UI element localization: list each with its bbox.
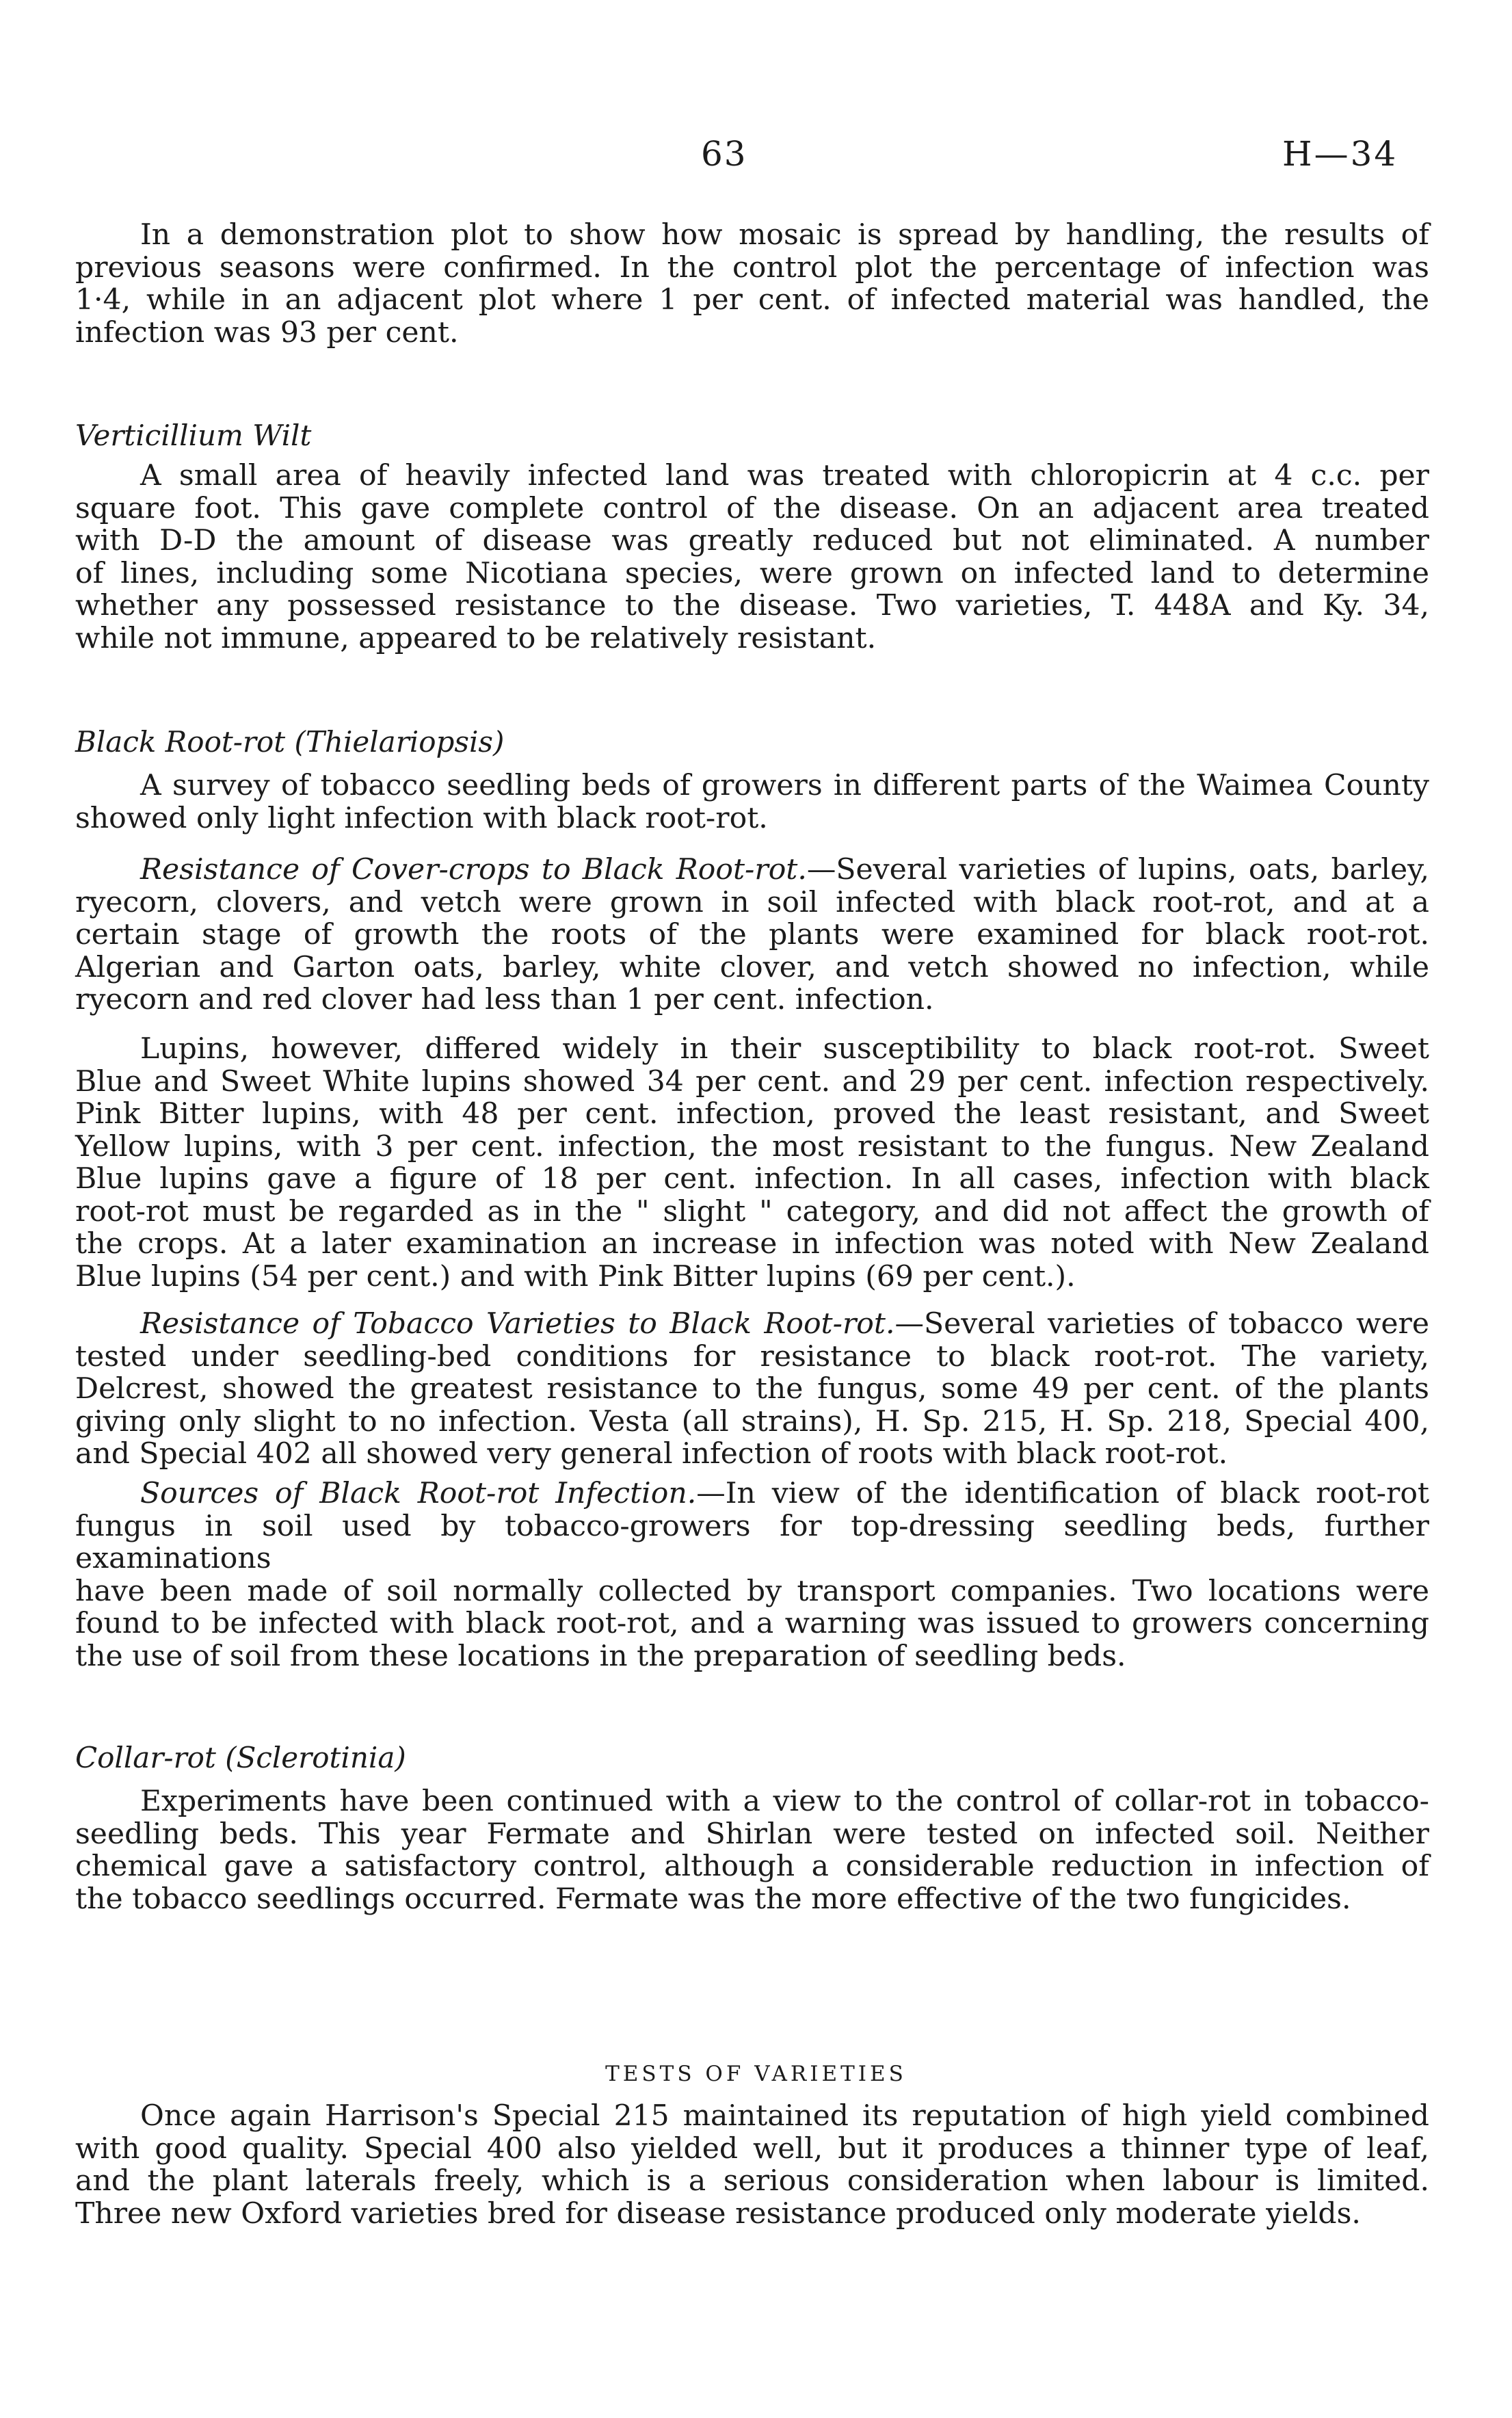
text-line: certain stage of growth the roots of the plants were examined for black root-rot.: [75, 918, 1429, 951]
text-line: 1·4, while in an adjacent plot where 1 per cent. of infected material was handled, the: [75, 283, 1429, 317]
text-line: tested under seedling-bed conditions for resistance to black root-rot. The variety,: [75, 1339, 1429, 1374]
text-line: [75, 854, 1429, 886]
text-line: [75, 1308, 1429, 1341]
text-line: with good quality. Special 400 also yielded well, but it produces a thinner type of leaf,: [75, 2131, 1429, 2166]
text-line: A survey of tobacco seedling beds of growers in different parts of the Waimea County: [140, 769, 1429, 802]
page-number: 63: [701, 134, 747, 174]
section-heading-black-root-rot: Black Root-rot (Thielariopsis): [75, 725, 505, 759]
text-line: A small area of heavily infected land was treated with chloropicrin at 4 c.c. per: [140, 459, 1429, 492]
collar-rot-paragraph: [75, 1785, 1429, 1915]
text-line: and Special 402 all showed very general infection of roots with black root-rot.: [75, 1437, 1228, 1471]
text-line: fungus in soil used by tobacco-growers for top-dressing seedling beds, further examinations: [75, 1509, 1429, 1575]
text-line: Lupins, however, differed widely in their susceptibility to black root-rot. Sweet: [140, 1032, 1429, 1066]
section-heading-tests-of-varieties: TESTS OF VARIETIES: [605, 2062, 907, 2086]
text-line: Delcrest, showed the greatest resistance to the fungus, some 49 per cent. of the plants: [75, 1372, 1429, 1406]
verticillium-paragraph: [75, 460, 1429, 655]
text-line: previous seasons were confirmed. In the control plot the percentage of infection was: [75, 250, 1429, 285]
text-line: giving only slight to no infection. Vesta (all strains), H. Sp. 215, H. Sp. 218, Special 400,: [75, 1404, 1429, 1438]
text-line: Once again Harrison's Special 215 maintained its reputation of high yield combined: [140, 2099, 1429, 2133]
text-line: Yellow lupins, with 3 per cent. infection, the most resistant to the fungus. New Zealand: [75, 1129, 1429, 1164]
text-line: the use of soil from these locations in the preparation of seedling beds.: [75, 1639, 1126, 1673]
text-line: Blue lupins (54 per cent.) and with Pink Bitter lupins (69 per cent.).: [75, 1259, 1076, 1293]
tests-of-varieties-paragraph: [75, 2100, 1429, 2230]
text-line: Algerian and Garton oats, barley, white clover, and vetch showed no infection, while: [75, 950, 1429, 984]
text-line: found to be infected with black root-rot, and a warning was issued to growers concerning: [75, 1607, 1429, 1640]
black-root-rot-survey: [75, 770, 1429, 835]
text-line: square foot. This gave complete control of the disease. On an adjacent area treated: [75, 491, 1429, 525]
text-line: infection was 93 per cent.: [75, 315, 459, 350]
subsection-title: Sources of Black Root-rot Infection.: [140, 1477, 697, 1510]
text-line: Pink Bitter lupins, with 48 per cent. infection, proved the least resistant, and Sweet: [75, 1097, 1429, 1131]
sources-paragraph: [75, 1477, 1429, 1672]
text-line: of lines, including some Nicotiana species, were grown on infected land to determine: [75, 556, 1429, 590]
subsection-title: Resistance of Cover-crops to Black Root-rot.: [140, 853, 807, 886]
text-line: ryecorn and red clover had less than 1 per cent. infection.: [75, 983, 934, 1016]
text-line: In a demonstration plot to show how mosaic is spread by handling, the results of: [140, 218, 1429, 252]
text-run: —In view of the identification of black root-rot: [696, 1477, 1429, 1510]
text-line: whether any possessed resistance to the disease. Two varieties, T. 448A and Ky. 34,: [75, 589, 1429, 622]
text-line: with D-D the amount of disease was greatly reduced but not eliminated. A number: [75, 524, 1429, 557]
text-line: chemical gave a satisfactory control, although a considerable reduction in infection of: [75, 1850, 1429, 1883]
text-line: ryecorn, clovers, and vetch were grown in soil infected with black root-rot, and at a: [75, 885, 1429, 919]
text-line: [75, 1477, 1429, 1510]
text-line: Experiments have been continued with a view to the control of collar-rot in tobacco-: [140, 1785, 1429, 1818]
text-line: root-rot must be regarded as in the " slight " category, and did not affect the growth of: [75, 1194, 1429, 1228]
text-run: —Several varieties of lupins, oats, barley,: [806, 853, 1429, 886]
text-run: —Several varieties of tobacco were: [894, 1307, 1429, 1341]
text-line: Blue lupins gave a figure of 18 per cent. infection. In all cases, infection with black: [75, 1162, 1429, 1196]
text-line: have been made of soil normally collected by transport companies. Two locations were: [75, 1574, 1429, 1608]
cover-crops-paragraph: [75, 854, 1429, 1016]
text-line: Blue and Sweet White lupins showed 34 per cent. and 29 per cent. infection respectively.: [75, 1064, 1429, 1099]
lupins-paragraph: [75, 1033, 1429, 1293]
document-code: H—34: [1282, 134, 1398, 174]
tobacco-varieties-paragraph: [75, 1308, 1429, 1471]
text-line: showed only light infection with black root-rot.: [75, 801, 768, 835]
section-heading-collar-rot: Collar-rot (Sclerotinia): [75, 1741, 406, 1774]
text-line: Three new Oxford varieties bred for disease resistance produced only moderate yields.: [75, 2196, 1361, 2231]
subsection-title: Resistance of Tobacco Varieties to Black Root-rot.: [140, 1307, 895, 1341]
mosaic-paragraph: [75, 219, 1429, 349]
text-line: and the plant laterals freely, which is a serious consideration when labour is limited.: [75, 2164, 1429, 2198]
text-line: the crops. At a later examination an increase in infection was noted with New Zealand: [75, 1227, 1429, 1261]
text-line: the tobacco seedlings occurred. Fermate was the more effective of the two fungicides.: [75, 1882, 1351, 1916]
text-line: seedling beds. This year Fermate and Shirlan were tested on infected soil. Neither: [75, 1817, 1429, 1851]
text-line: while not immune, appeared to be relatively resistant.: [75, 621, 877, 655]
section-heading-verticillium: Verticillium Wilt: [75, 419, 312, 452]
